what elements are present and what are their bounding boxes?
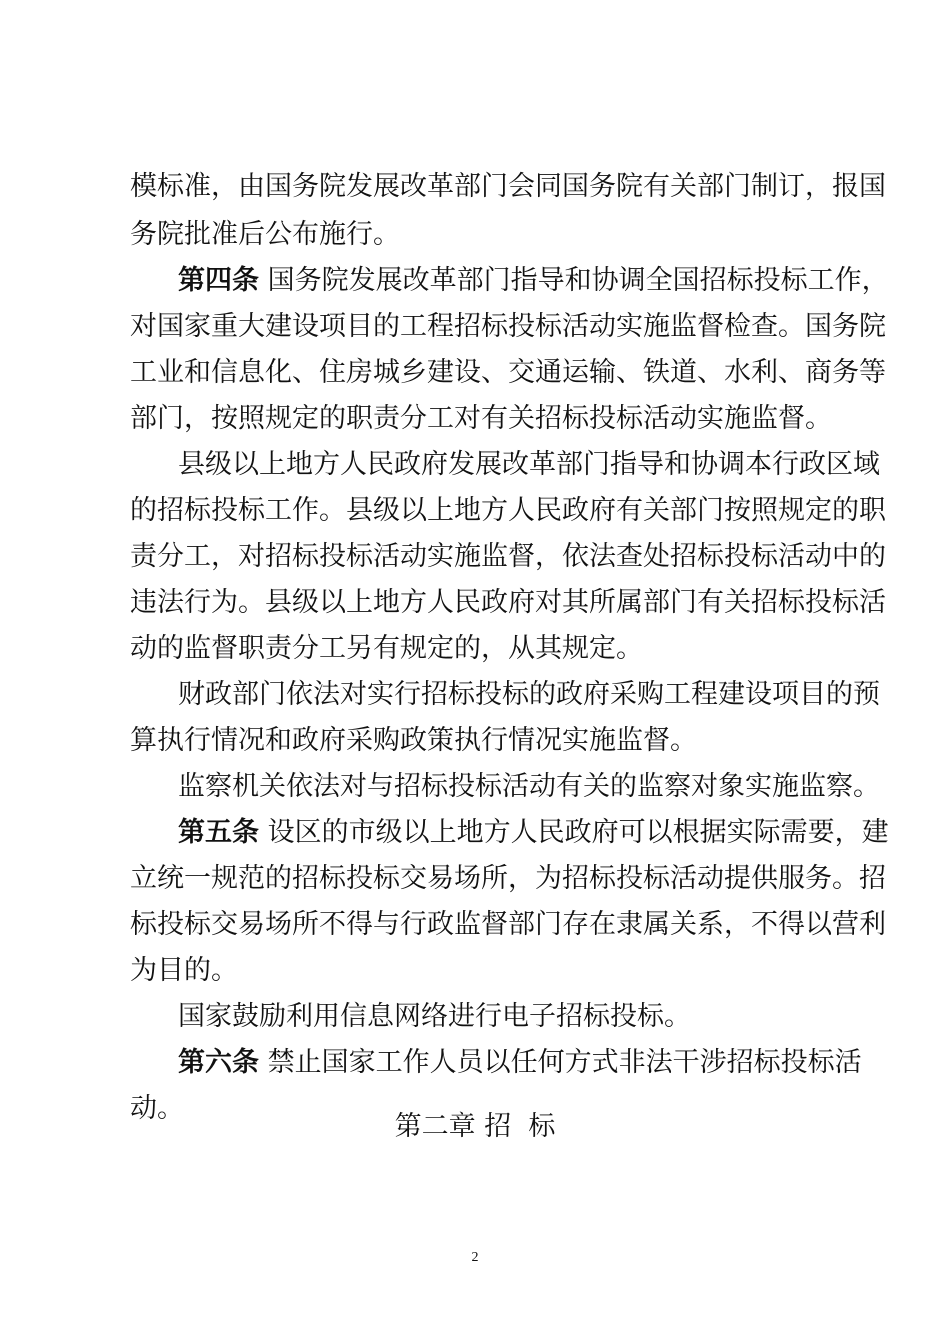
line-text: 国家鼓励利用信息网络进行电子招标投标。 [178, 1001, 691, 1032]
text-line [178, 816, 889, 850]
article-number: 第四条 [178, 265, 259, 296]
text-line [178, 1000, 830, 1034]
text-line [130, 494, 886, 528]
text-line [130, 954, 830, 988]
text-line [130, 540, 886, 574]
line-text: 对国家重大建设项目的工程招标投标活动实施监督检查。国务院 [130, 311, 886, 342]
line-text: 国务院发展改革部门指导和协调全国招标投标工作， [259, 265, 889, 296]
line-text: 县级以上地方人民政府发展改革部门指导和协调本行政区域 [178, 449, 880, 480]
line-text: 务院批准后公布施行。 [130, 219, 400, 250]
article-number: 第六条 [178, 1047, 259, 1078]
line-text: 的招标投标工作。县级以上地方人民政府有关部门按照规定的职 [130, 495, 886, 526]
line-text: 算执行情况和政府采购政策执行情况实施监督。 [130, 725, 697, 756]
text-line [130, 170, 886, 204]
line-text: 标投标交易场所不得与行政监督部门存在隶属关系，不得以营利 [130, 909, 886, 940]
line-text: 禁止国家工作人员以任何方式非法干涉招标投标活 [259, 1047, 862, 1078]
line-text: 模标准，由国务院发展改革部门会同国务院有关部门制订，报国 [130, 171, 886, 202]
line-text: 动的监督职责分工另有规定的，从其规定。 [130, 633, 643, 664]
text-line [130, 218, 830, 252]
line-text: 立统一规范的招标投标交易场所，为招标投标活动提供服务。招 [130, 863, 886, 894]
line-text: 监察机关依法对与招标投标活动有关的监察对象实施监察。 [178, 771, 880, 802]
line-text: 工业和信息化、住房城乡建设、交通运输、铁道、水利、商务等 [130, 357, 886, 388]
text-line [130, 310, 886, 344]
text-line [178, 448, 880, 482]
text-line [130, 356, 886, 390]
text-line [178, 264, 889, 298]
text-line [130, 402, 830, 436]
text-line [130, 632, 830, 666]
text-line [130, 724, 830, 758]
line-text: 设区的市级以上地方人民政府可以根据实际需要，建 [259, 817, 889, 848]
line-text: 责分工，对招标投标活动实施监督，依法查处招标投标活动中的 [130, 541, 886, 572]
chapter-heading: 第二章 招 标 [394, 1111, 556, 1142]
line-text: 为目的。 [130, 955, 238, 986]
line-text: 财政部门依法对实行招标投标的政府采购工程建设项目的预 [178, 679, 880, 710]
line-text: 动。 [130, 1093, 184, 1124]
text-line [178, 678, 880, 712]
text-line [130, 908, 886, 942]
line-text: 违法行为。县级以上地方人民政府对其所属部门有关招标投标活 [130, 587, 886, 618]
page-number: 2 [471, 1250, 479, 1265]
line-text: 部门，按照规定的职责分工对有关招标投标活动实施监督。 [130, 403, 832, 434]
text-line [178, 1046, 862, 1080]
article-number: 第五条 [178, 817, 259, 848]
text-line [178, 770, 880, 804]
text-line [130, 862, 886, 896]
text-line [130, 586, 886, 620]
